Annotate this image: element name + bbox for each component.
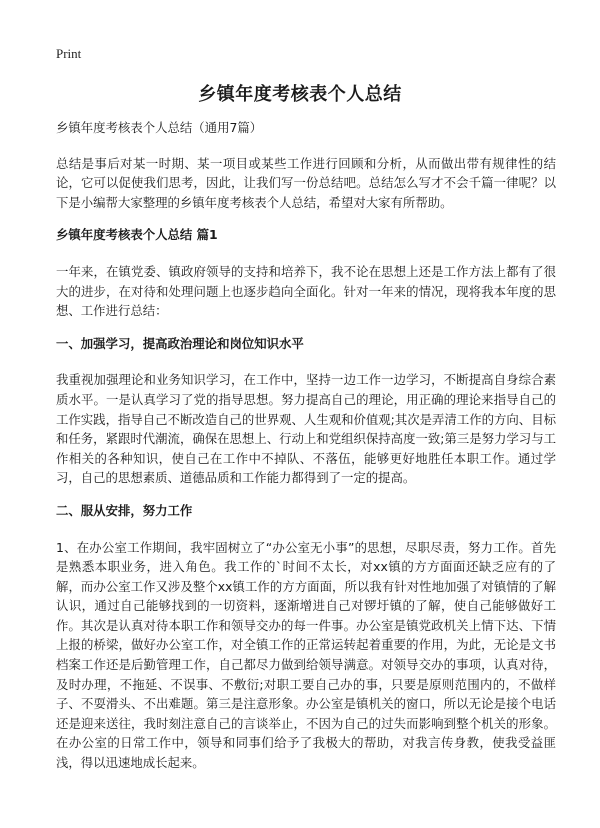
document-subtitle: 乡镇年度考核表个人总结（通用7篇）	[56, 120, 263, 135]
heading-study: 一、加强学习，提高政治理论和岗位知识水平	[56, 335, 304, 351]
section-intro-paragraph: 一年来，在镇党委、镇政府领导的支持和培养下，我不论在思想上还是工作方法上都有了很大的进步，在对待和处理问题上也逐步趋向全面化。针对一年来的情况，现将我本年度的思想、工作进行总结：	[56, 263, 556, 319]
page-title: 乡镇年度考核表个人总结	[198, 84, 402, 105]
heading-work: 二、服从安排，努力工作	[56, 502, 193, 518]
print-link[interactable]: Print	[56, 46, 82, 61]
work-paragraph: 1、在办公室工作期间，我牢固树立了“办公室无小事”的思想，尽职尽责，努力工作。首先是熟悉本职业务，进入角色。我工作的`时间不太长，对xx镇的方方面面还缺乏应有的了解，而办公室工作又涉及整个xx镇工作的方方面面，所以我有针对性地加强了对镇情的了解认识，通过自己能够找到的一切资料，逐渐增进自己对锣圩镇的了解，使自己能够做好工作。其次是认真对待本职工作和领导交办的每一件事。办公室是镇党政机关上情下达、下情上报的桥梁，做好办公室工作，对全镇工作的正常运转起着重要的作用，为此，无论是文书档案工作还是后勤管理工作，自己都尽力做到给领导满意。对领导交办的事项，认真对待，及时办理，不拖延、不误事、不敷衍;对职工要自己办的事，只要是原则范围内的，不做样子、不耍滑头、不出难题。第三是注意形象。办公室是镇机关的窗口，所以无论是接个电话还是迎来送往，我时刻注意自己的言谈举止，不因为自己的过失而影响到整个机关的形象。在办公室的日常工作中，领导和同事们给予了我极大的帮助，对我言传身教，使我受益匪浅，得以迅速地成长起来。	[56, 539, 556, 771]
study-paragraph: 我重视加强理论和业务知识学习，在工作中，坚持一边工作一边学习，不断提高自身综合素质水平。一是认真学习了党的指导思想。努力提高自己的理论，用正确的理论来指导自己的工作实践，指导自己不断改造自己的世界观、人生观和价值观;其次是弄清工作的方向、目标和任务，紧跟时代潮流，确保在思想上、行动上和党组织保持高度一致;第三是努力学习与工作相关的各种知识，使自己在工作中不掉队、不落伍，能够更好地胜任本职工作。通过学习，自己的思想素质、道德品质和工作能力都得到了一定的提高。	[56, 372, 556, 486]
section-title: 乡镇年度考核表个人总结 篇1	[56, 227, 218, 243]
document-body	[56, 118, 556, 786]
intro-paragraph: 总结是事后对某一时期、某一项目或某些工作进行回顾和分析，从而做出带有规律性的结论，它可以促使我们思考，因此，让我们写一份总结吧。总结怎么写才不会千篇一律呢？以下是小编帮大家整理的乡镇年度考核表个人总结，希望对大家有所帮助。	[56, 155, 556, 210]
